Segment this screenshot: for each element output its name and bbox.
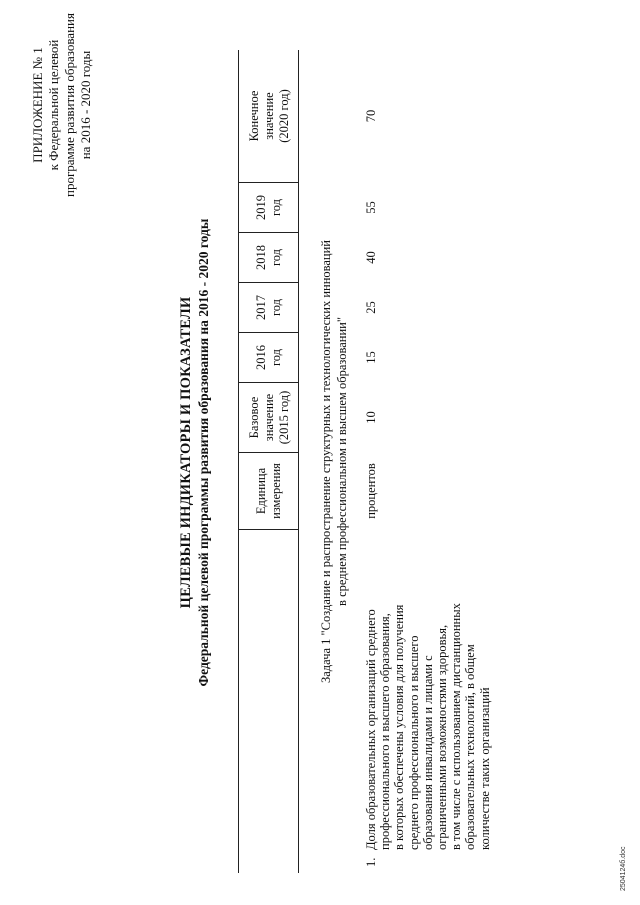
header-unit: Единица измерения (254, 463, 283, 519)
header-2019: 2019 год (254, 195, 283, 220)
appendix-line-3: программе развития образования (62, 13, 77, 197)
header-2016: 2016 год (254, 345, 283, 370)
row-number: 1. (364, 857, 378, 867)
header-final-value: Конечное значение (2020 год) (246, 89, 291, 143)
task-1-heading (318, 50, 350, 873)
cell-2016: 15 (364, 351, 378, 364)
cell-base-value: 10 (364, 411, 378, 424)
task-1-line-2: в среднем профессиональном и высшем образовании" (335, 317, 349, 606)
appendix-line-4: на 2016 - 2020 годы (78, 50, 93, 160)
appendix-line-2: к Федеральной целевой (46, 39, 61, 171)
header-2018: 2018 год (254, 245, 283, 270)
cell-2019: 55 (364, 201, 378, 214)
file-name-footer: 2504124б.doc (620, 846, 627, 891)
cell-unit: процентов (364, 463, 378, 519)
column-divider (238, 529, 299, 530)
indicator-description: Доля образовательных организаций среднего профессионального и высшего образования, в которых обеспечены условия для получения среднего профессионального и высшего образования инвалидами и лицами с ограниченными возможностями здоровья, в том числе с использованием дистанционных образовательных технологий, в общем количестве таких организаций (364, 603, 492, 850)
header-base-value: Базовое значение (2015 год) (246, 390, 291, 445)
document-title: ЦЕЛЕВЫЕ ИНДИКАТОРЫ И ПОКАЗАТЕЛИ (178, 296, 194, 609)
document-subtitle: Федеральной целевой программы развития образования на 2016 - 2020 годы (196, 218, 211, 687)
cell-2017: 25 (364, 301, 378, 314)
header-2017: 2017 год (254, 295, 283, 320)
cell-final-value: 70 (364, 109, 378, 123)
task-1-line-1: Задача 1 "Создание и распространение структурных и технологических инноваций (319, 240, 333, 683)
table-header-rule (298, 50, 299, 873)
table-top-rule (238, 50, 239, 873)
appendix-header (30, 0, 94, 225)
appendix-line-1: ПРИЛОЖЕНИЕ № 1 (30, 47, 45, 163)
cell-2018: 40 (364, 251, 378, 264)
